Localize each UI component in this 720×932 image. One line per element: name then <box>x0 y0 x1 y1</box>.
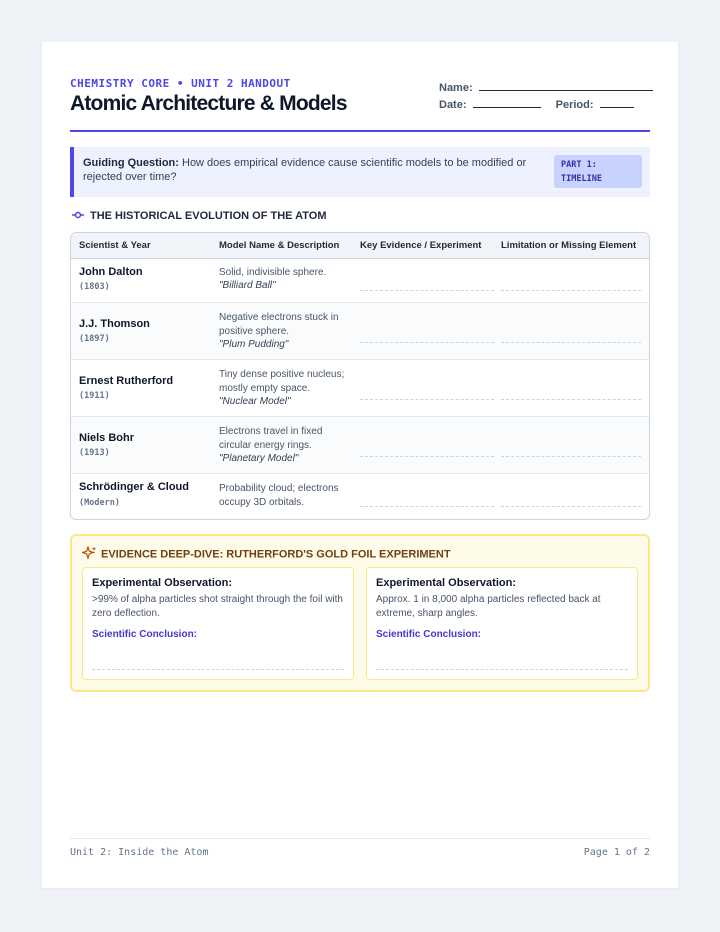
evidence-deep-dive <box>70 534 650 692</box>
model-nickname: "Billiard Ball" <box>219 280 276 291</box>
date-blank[interactable] <box>473 97 541 108</box>
table-row <box>71 360 649 417</box>
table-row <box>71 474 649 519</box>
evidence-title: EVIDENCE DEEP-DIVE: RUTHERFORD'S GOLD FOIL EXPERIMENT <box>101 548 451 561</box>
column-header: Scientist & Year <box>79 240 151 251</box>
model-nickname: "Nuclear Model" <box>219 396 291 407</box>
observation-text: >99% of alpha particles shot straight through the foil with zero deflection. <box>92 594 343 619</box>
observation-title: Experimental Observation: <box>376 577 516 589</box>
scientist-name: J.J. Thomson <box>79 318 150 330</box>
atom-timeline-table <box>70 232 650 520</box>
section-heading <box>72 210 327 222</box>
guiding-question-box <box>70 147 650 197</box>
conclusion-blank[interactable] <box>376 669 628 670</box>
conclusion-label: Scientific Conclusion: <box>376 629 482 640</box>
guiding-label: Guiding Question: <box>83 157 179 169</box>
part-tag <box>554 155 642 188</box>
scientist-year: (1911) <box>79 391 110 401</box>
scientist-year: (1803) <box>79 282 110 292</box>
scientist-year: (Modern) <box>79 498 120 508</box>
conclusion-label: Scientific Conclusion: <box>92 629 198 640</box>
model-description: Negative electrons stuck in positive sphere. <box>219 312 339 337</box>
scientist-name: Schrödinger & Cloud <box>79 481 189 493</box>
model-description: Solid, indivisible sphere. <box>219 267 327 278</box>
footer-page-number: Page 1 of 2 <box>583 847 650 858</box>
scientist-year: (1913) <box>79 448 110 458</box>
column-header: Key Evidence / Experiment <box>360 240 482 251</box>
period-blank[interactable] <box>600 97 634 108</box>
name-label: Name: <box>439 82 473 94</box>
evidence-blank[interactable] <box>360 456 494 457</box>
observation-title: Experimental Observation: <box>92 577 232 589</box>
observation-card <box>366 567 638 680</box>
table-row <box>71 303 649 360</box>
observation-card <box>82 567 354 680</box>
limitation-blank[interactable] <box>501 456 641 457</box>
guiding-question <box>83 156 543 184</box>
model-description: Tiny dense positive nucleus; mostly empty space. <box>219 369 345 394</box>
part-tag-line1: PART 1: <box>561 160 597 170</box>
page-title: Atomic Architecture & Models <box>70 92 347 115</box>
unit-kicker: CHEMISTRY CORE • UNIT 2 HANDOUT <box>70 77 291 90</box>
limitation-blank[interactable] <box>501 342 641 343</box>
table-row <box>71 258 649 303</box>
date-label: Date: <box>439 99 467 111</box>
conclusion-blank[interactable] <box>92 669 344 670</box>
evidence-blank[interactable] <box>360 506 494 507</box>
scientist-year: (1897) <box>79 334 110 344</box>
scientist-name: Ernest Rutherford <box>79 375 174 387</box>
sparkle-icon <box>82 546 97 563</box>
timeline-node-icon <box>72 210 84 222</box>
limitation-blank[interactable] <box>501 506 641 507</box>
header-divider <box>70 130 650 132</box>
model-description: Electrons travel in fixed circular energy rings. <box>219 426 323 451</box>
model-nickname: "Plum Pudding" <box>219 339 289 350</box>
evidence-blank[interactable] <box>360 342 494 343</box>
date-period-field <box>439 97 634 111</box>
observation-text: Approx. 1 in 8,000 alpha particles reflected back at extreme, sharp angles. <box>376 594 601 619</box>
section-title: THE HISTORICAL EVOLUTION OF THE ATOM <box>90 210 327 222</box>
model-nickname: "Planetary Model" <box>219 453 299 464</box>
evidence-heading <box>82 546 451 563</box>
name-blank[interactable] <box>479 80 653 91</box>
column-header: Limitation or Missing Element <box>501 240 637 251</box>
scientist-name: John Dalton <box>79 266 143 278</box>
limitation-blank[interactable] <box>501 290 641 291</box>
scientist-name: Niels Bohr <box>79 432 135 444</box>
name-field[interactable] <box>439 80 653 94</box>
part-tag-line2: TIMELINE <box>561 174 602 184</box>
handout-page <box>42 42 678 888</box>
table-header <box>71 233 649 259</box>
footer-unit: Unit 2: Inside the Atom <box>70 847 209 858</box>
table-row <box>71 417 649 474</box>
limitation-blank[interactable] <box>501 399 641 400</box>
column-header: Model Name & Description <box>219 240 340 251</box>
evidence-blank[interactable] <box>360 290 494 291</box>
model-description: Probability cloud; electrons occupy 3D orbitals. <box>219 483 339 508</box>
evidence-blank[interactable] <box>360 399 494 400</box>
footer-divider <box>70 838 650 839</box>
guiding-text: How does empirical evidence cause scientific models to be modified or rejected over time? <box>83 157 527 183</box>
period-label: Period: <box>555 99 594 111</box>
